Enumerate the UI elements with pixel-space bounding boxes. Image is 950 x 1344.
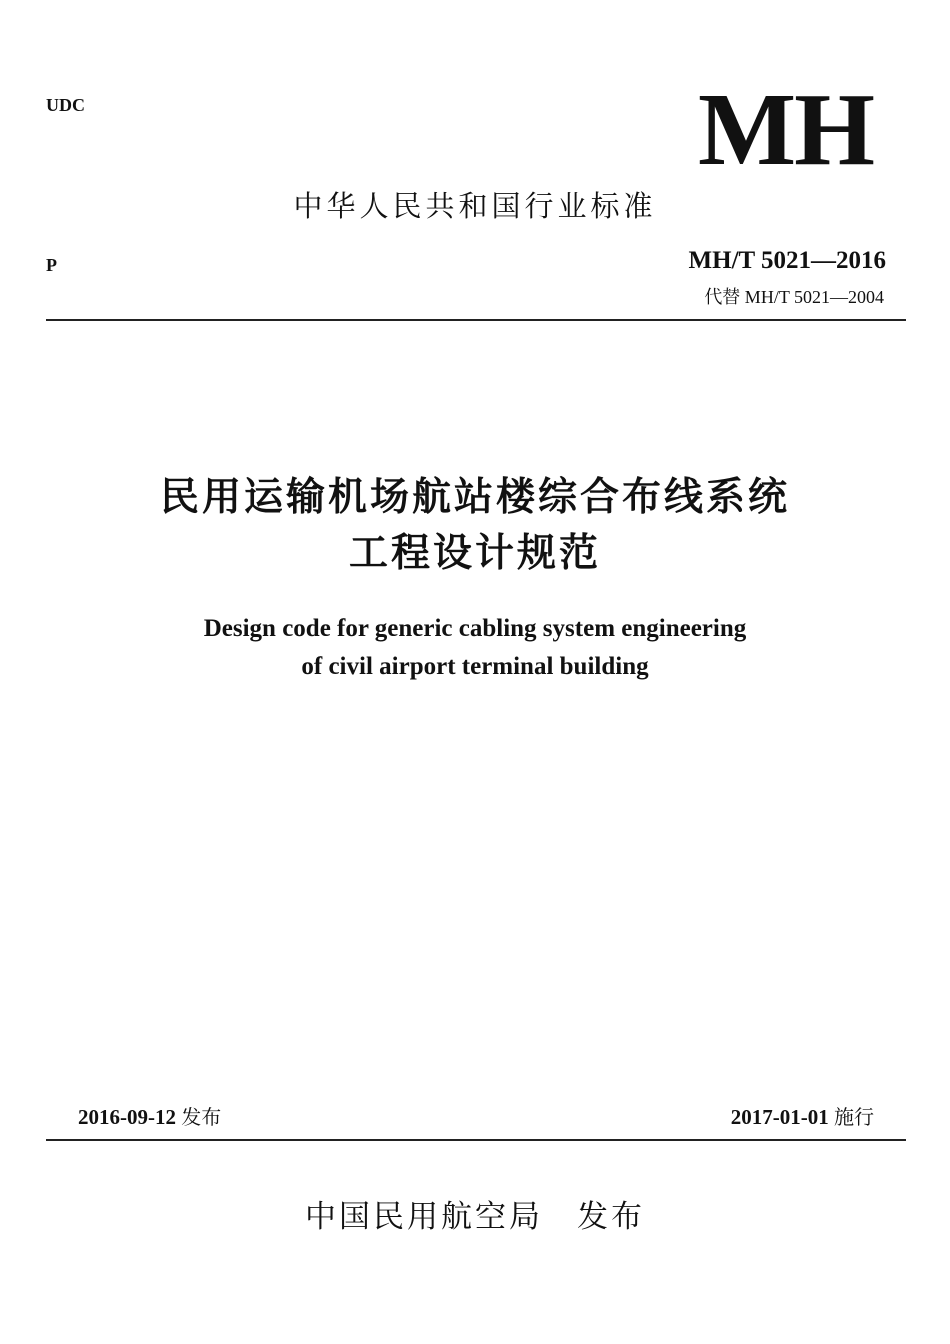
issue-label: 发布 [181,1105,222,1129]
mh-logo: MH [697,72,873,187]
publish-label: 发布 [577,1199,645,1235]
chinese-title [0,470,950,582]
publisher-line [0,1191,950,1236]
udc-label: UDC [46,95,85,115]
effective-date-block [731,1101,874,1130]
bottom-divider [46,1139,906,1141]
replaces-standard: 代替 MH/T 5021—2004 [704,287,884,307]
effective-date: 2017-01-01 [730,1105,829,1129]
issue-date-block [78,1101,221,1130]
chinese-title-line-2: 工程设计规范 [348,531,601,576]
effective-label: 施行 [834,1105,874,1129]
english-title-line-1: Design code for generic cabling system engineering [203,615,747,642]
standard-number: MH/T 5021—2016 [688,247,886,274]
classification-code: P [46,255,57,275]
top-divider [46,319,906,321]
chinese-title-line-1: 民用运输机场航站楼综合布线系统 [159,475,790,520]
english-title-line-2: of civil airport terminal building [301,653,649,680]
standard-type-heading: 中华人民共和国行业标准 [293,189,657,223]
english-title [0,610,950,686]
issue-date: 2016-09-12 [78,1105,176,1129]
publisher-name: 中国民用航空局 [305,1199,543,1235]
